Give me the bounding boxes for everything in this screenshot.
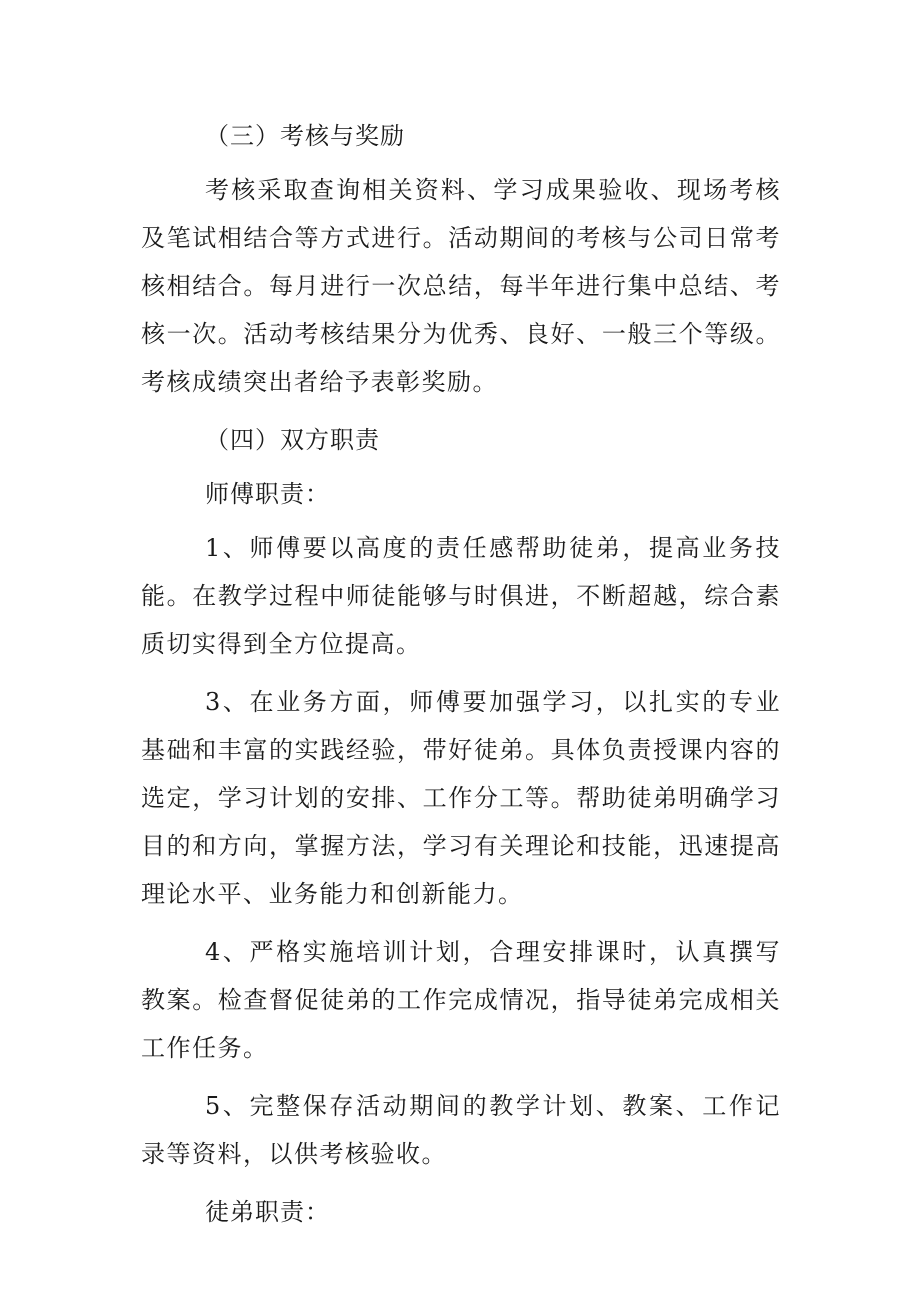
assessment-paragraph: 考核采取查询相关资料、学习成果验收、现场考核及笔试相结合等方式进行。活动期间的考核与公司日常考核相结合。每月进行一次总结，每半年进行集中总结、考核一次。活动考核结果分为优秀、良好、一般三个等级。考核成绩突出者给予表彰奖励。 [141,176,781,396]
mentor-duty-item-3: 3、在业务方面，师傅要加强学习，以扎实的专业基础和丰富的实践经验，带好徒弟。具体负责授课内容的选定，学习计划的安排、工作分工等。帮助徒弟明确学习目的和方向，掌握方法，学习有关理论和技能，迅速提高理论水平、业务能力和创新能力。 [141,688,781,908]
apprentice-duties-label: 徒弟职责： [205,1198,330,1226]
mentor-duty-item-5: 5、完整保存活动期间的教学计划、教案、工作记录等资料，以供考核验收。 [141,1092,781,1168]
section-heading-responsibilities: （四）双方职责 [205,426,380,454]
mentor-duty-item-4: 4、严格实施培训计划，合理安排课时，认真撰写教案。检查督促徒弟的工作完成情况，指导徒弟完成相关工作任务。 [141,938,781,1062]
mentor-duties-label: 师傅职责： [205,480,330,508]
section-heading-assessment: （三）考核与奖励 [205,122,405,150]
document-page [141,112,781,1236]
mentor-duty-item-1: 1、师傅要以高度的责任感帮助徒弟，提高业务技能。在教学过程中师徒能够与时俱进，不断超越，综合素质切实得到全方位提高。 [141,534,781,658]
